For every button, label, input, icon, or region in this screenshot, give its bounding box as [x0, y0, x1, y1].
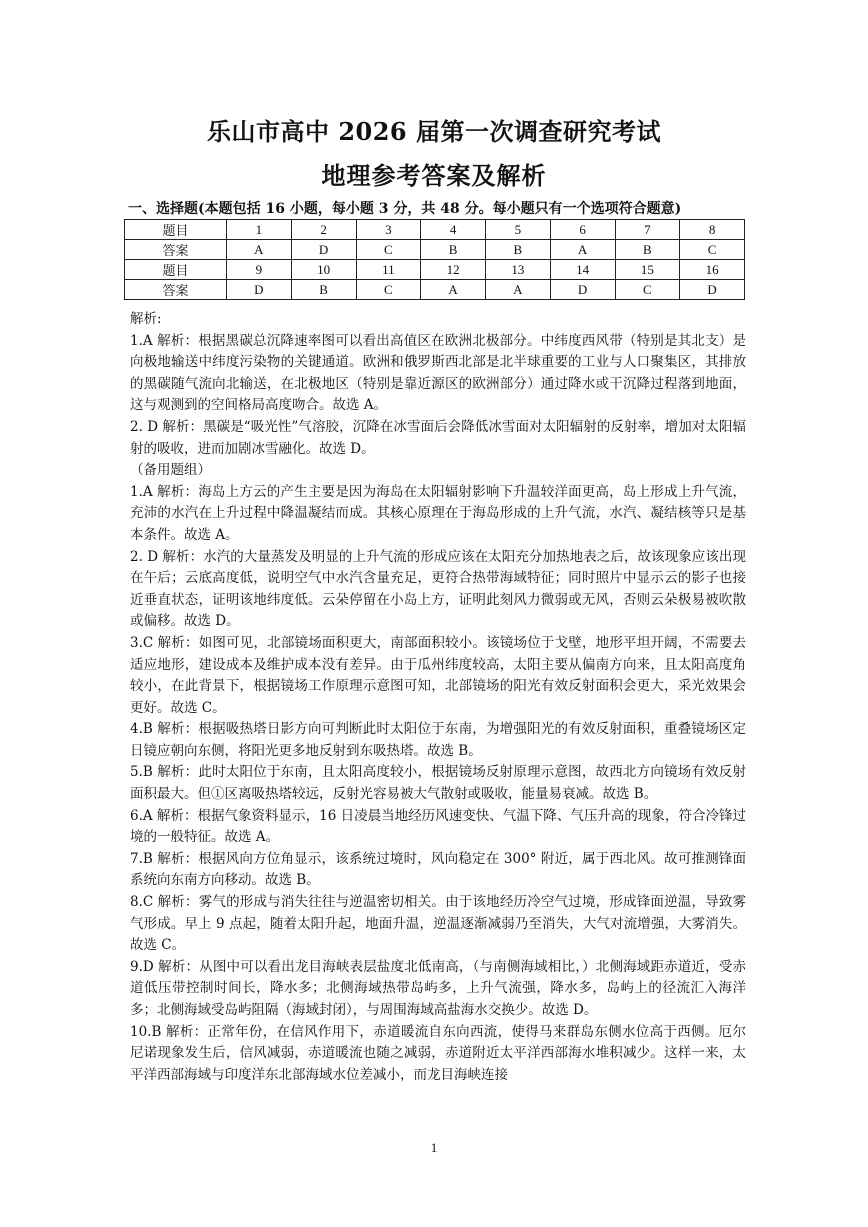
table-cell: B	[486, 240, 551, 260]
analysis-body	[130, 309, 746, 1086]
table-cell: 13	[486, 260, 551, 280]
table-cell: C	[356, 280, 421, 300]
analysis-paragraph: 4.B 解析：根据吸热塔日影方向可判断此时太阳位于东南，为增强阳光的有效反射面积，重叠镜场区定日镜应朝向东侧，将阳光更多地反射到东吸热塔。故选 B。	[130, 721, 746, 759]
table-cell: 5	[486, 220, 551, 240]
table-cell: A	[421, 280, 486, 300]
row-label: 题目	[125, 260, 227, 280]
table-cell: D	[550, 280, 615, 300]
table-cell: 14	[550, 260, 615, 280]
analysis-paragraph: 1.A 解析：海岛上方云的产生主要是因为海岛在太阳辐射影响下升温较洋面更高，岛上形成上升气流，充沛的水汽在上升过程中降温凝结而成。其核心原理在于海岛形成的上升气流，水汽、凝结核等只是基本条件。故选 A。	[130, 483, 746, 543]
table-cell: 16	[680, 260, 745, 280]
table-row	[125, 240, 745, 260]
table-cell: A	[486, 280, 551, 300]
analysis-heading: 解析:	[130, 311, 162, 327]
analysis-paragraph: 6.A 解析：根据气象资料显示，16 日凌晨当地经历风速变快、气温下降、气压升高的现象，符合冷锋过境的一般特征。故选 A。	[130, 807, 746, 846]
row-label: 答案	[125, 240, 227, 260]
table-cell: C	[615, 280, 680, 300]
analysis-paragraph: 3.C 解析：如图可见，北部镜场面积更大，南部面积较小。该镜场位于戈壁，地形平坦开阔，不需要去适应地形，建设成本及维护成本没有差异。由于瓜州纬度较高，太阳主要从偏南方向来，且太阳高度角较小，在此背景下，根据镜场工作原理示意图可知，北部镜场的阳光有效反射面积会更大，采光效果会更好。故选 C。	[130, 634, 746, 716]
table-cell: 1	[227, 220, 292, 240]
row-label: 答案	[125, 280, 227, 300]
table-cell: A	[227, 240, 292, 260]
table-cell: 15	[615, 260, 680, 280]
table-cell: 4	[421, 220, 486, 240]
page-subtitle: 地理参考答案及解析	[321, 161, 547, 190]
table-cell: B	[615, 240, 680, 260]
table-cell: C	[680, 240, 745, 260]
analysis-paragraph: 7.B 解析：根据风向方位角显示，该系统过境时，风向稳定在 300° 附近，属于西北风。故可推测锋面系统向东南方向移动。故选 B。	[130, 850, 746, 889]
table-cell: 3	[356, 220, 421, 240]
analysis-paragraph: 1.A 解析：根据黑碳总沉降速率图可以看出高值区在欧洲北极部分。中纬度西风带（特别是其北支）是向极地输送中纬度污染物的关键通道。欧洲和俄罗斯西北部是北半球重要的工业与人口聚集区，其排放的黑碳随气流向北输送，在北极地区（特别是靠近源区的欧洲部分）通过降水或干沉降过程落到地面，这与观测到的空间格局高度吻合。故选 A。	[130, 332, 746, 414]
table-cell: B	[421, 240, 486, 260]
analysis-paragraph: （备用题组）	[130, 462, 211, 479]
table-cell: D	[227, 280, 292, 300]
analysis-paragraph: 9.D 解析：从图中可以看出龙目海峡表层盐度北低南高，（与南侧海域相比，）北侧海域距赤道近，受赤道低压带控制时间长，降水多；北侧海域热带岛屿多，上升气流强，降水多，岛屿上的径流汇入海洋多；北侧海域受岛屿阻隔（海域封闭），与周围海域高盐海水交换少。故选 D。	[130, 958, 746, 1018]
table-row	[125, 260, 745, 280]
table-cell: A	[550, 240, 615, 260]
table-cell: 2	[291, 220, 356, 240]
table-cell: 10	[291, 260, 356, 280]
page-number: 1	[430, 1140, 438, 1155]
analysis-paragraph: 8.C 解析：雾气的形成与消失往往与逆温密切相关。由于该地经历冷空气过境，形成锋面逆温，导致雾气形成。早上 9 点起，随着太阳升起，地面升温，逆温逐渐减弱乃至消失，大气对流增强，大雾消失。故选 C。	[130, 894, 746, 954]
table-cell: B	[291, 280, 356, 300]
table-row	[125, 280, 745, 300]
analysis-paragraph: 10.B 解析：正常年份，在信风作用下，赤道暖流自东向西流，使得马来群岛东侧水位高于西侧。厄尔尼诺现象发生后，信风减弱，赤道暖流也随之减弱，赤道附近太平洋西部海水堆积减少。这样一来，太平洋西部海域与印度洋东北部海域水位差减小，而龙目海峡连接	[130, 1023, 746, 1083]
analysis-paragraphs	[130, 331, 746, 1087]
section-heading: 一、选择题(本题包括 16 小题，每小题 3 分，共 48 分。每小题只有一个选项符合题意)	[128, 201, 682, 217]
table-cell: 6	[550, 220, 615, 240]
table-cell: C	[356, 240, 421, 260]
table-cell: 12	[421, 260, 486, 280]
table-row	[125, 220, 745, 240]
table-cell: D	[291, 240, 356, 260]
page-title: 乐山市高中 2026 届第一次调查研究考试	[206, 117, 661, 146]
table-cell: 8	[680, 220, 745, 240]
table-cell: 7	[615, 220, 680, 240]
table-cell: 11	[356, 260, 421, 280]
answer-table	[124, 219, 745, 300]
analysis-paragraph: 2. D 解析：黑碳是“吸光性”气溶胶，沉降在冰雪面后会降低冰雪面对太阳辐射的反射率，增加对太阳辐射的吸收，进而加剧冰雪融化。故选 D。	[130, 418, 746, 457]
analysis-paragraph: 5.B 解析：此时太阳位于东南，且太阳高度较小，根据镜场反射原理示意图，故西北方向镜场有效反射面积最大。但①区离吸热塔较远，反射光容易被大气散射或吸收，能量易衰减。故选 B。	[130, 764, 746, 803]
table-cell: 9	[227, 260, 292, 280]
analysis-paragraph: 2. D 解析：水汽的大量蒸发及明显的上升气流的形成应该在太阳充分加热地表之后，故该现象应该出现在午后；云底高度低，说明空气中水汽含量充足，更符合热带海域特征；同时照片中显示云的影子也接近垂直状态，证明该地纬度低。云朵停留在小岛上方，证明此刻风力微弱或无风，否则云朵极易被吹散或偏移。故选 D。	[130, 548, 746, 630]
table-cell: D	[680, 280, 745, 300]
row-label: 题目	[125, 220, 227, 240]
